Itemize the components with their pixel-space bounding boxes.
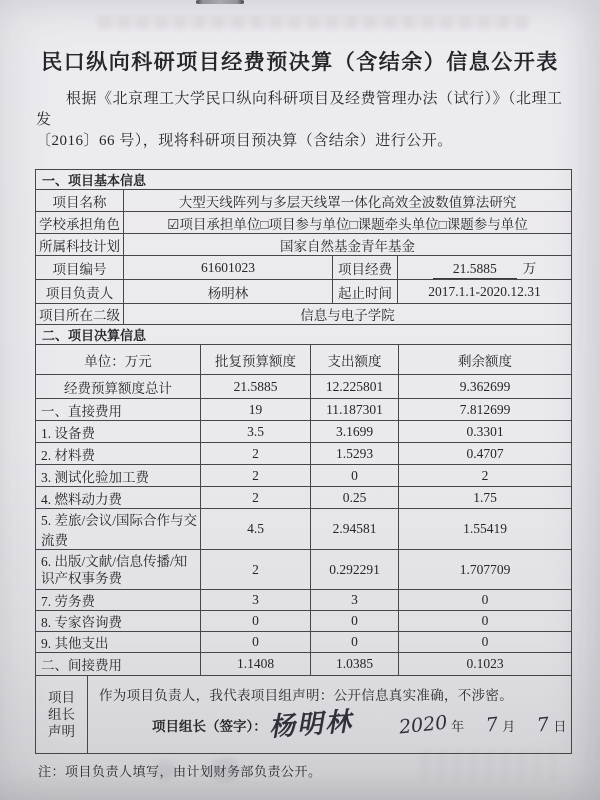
field-label-period: 起止时间 [333, 280, 398, 304]
budget-cell-approved: 19 [201, 399, 311, 421]
column-header-remaining: 剩余额度 [399, 345, 572, 375]
budget-cell-spent: 0 [311, 465, 399, 487]
budget-row-fuel-power [36, 487, 572, 509]
field-label-project-funds: 项目经费 [333, 256, 398, 280]
budget-cell-spent: 3.1699 [311, 421, 399, 443]
intro-line-2: 〔2016〕66 号），现将科研项目预决算（含结余）进行公开。 [36, 133, 453, 149]
field-label-department: 项目所在二级 [36, 304, 124, 325]
budget-cell-approved: 2 [201, 465, 311, 487]
budget-cell-approved: 3.5 [201, 421, 311, 443]
budget-cell-remaining: 1.75 [399, 487, 572, 509]
date-year: 2020 [397, 711, 449, 739]
budget-row-labor [36, 590, 572, 611]
budget-row-label: 二、间接费用 [36, 653, 201, 676]
field-value-project-number: 61601023 [124, 256, 333, 280]
intro-paragraph [36, 89, 572, 152]
budget-row-other [36, 632, 572, 653]
field-value-project-funds [398, 256, 572, 280]
field-value-leader: 杨明林 [124, 280, 333, 304]
budget-row-expert-consulting [36, 611, 572, 632]
signature-date [397, 711, 567, 739]
intro-line-1: 根据《北京理工大学民口纵向科研项目及经费管理办法（试行）》（北理工发 [36, 91, 563, 128]
budget-cell-remaining: 2 [399, 465, 572, 487]
budget-cell-remaining: 1.55419 [399, 509, 572, 550]
declaration-side-line: 项目 [48, 690, 75, 705]
budget-cell-spent: 0 [311, 632, 399, 653]
budget-cell-approved: 0 [201, 611, 311, 632]
budget-cell-approved: 2 [201, 550, 311, 590]
date-day-unit: 日 [553, 718, 567, 734]
budget-cell-spent: 3 [311, 590, 399, 611]
field-value-department: 信息与电子学院 [124, 304, 572, 325]
budget-row-direct [36, 399, 572, 421]
budget-cell-remaining: 0.3301 [399, 421, 572, 443]
budget-table [35, 324, 572, 676]
budget-cell-remaining: 9.362699 [399, 375, 572, 399]
section1-header: 一、项目基本信息 [36, 170, 572, 190]
date-month: 7 [485, 713, 500, 737]
budget-cell-remaining: 0 [399, 632, 572, 653]
budget-row-materials [36, 443, 572, 465]
bleed-through-text [98, 16, 528, 29]
budget-cell-remaining: 0.4707 [399, 443, 572, 465]
budget-row-equipment [36, 421, 572, 443]
budget-row-label: 经费预算额度总计 [36, 375, 201, 399]
budget-cell-approved: 21.5885 [201, 375, 311, 399]
budget-cell-approved: 2 [201, 487, 311, 509]
budget-cell-remaining: 0.1023 [399, 653, 572, 676]
date-month-unit: 月 [502, 718, 516, 734]
budget-cell-remaining: 1.707709 [399, 550, 572, 590]
budget-cell-approved: 3 [201, 590, 311, 611]
budget-cell-remaining: 0 [399, 590, 572, 611]
declaration-table [35, 675, 572, 754]
budget-cell-spent: 11.187301 [311, 399, 399, 421]
budget-cell-spent: 12.225801 [311, 375, 399, 399]
budget-cell-remaining: 7.812699 [399, 399, 572, 421]
field-label-program: 所属科技计划 [36, 234, 124, 256]
budget-cell-spent: 1.5293 [311, 443, 399, 465]
signature-label: 项目组长（签字）： [152, 719, 267, 734]
field-label-school-role: 学校承担角色 [36, 212, 124, 234]
column-header-unit: 单位：万元 [36, 345, 201, 375]
column-header-spent: 支出额度 [311, 345, 399, 375]
budget-cell-approved: 1.1408 [201, 653, 311, 676]
budget-row-label: 6. 出版/文献/信息传播/知识产权事务费 [36, 550, 201, 590]
declaration-side-line: 声明 [48, 724, 75, 739]
budget-row-testing [36, 465, 572, 487]
budget-cell-spent: 1.0385 [311, 653, 399, 676]
field-value-period: 2017.1.1-2020.12.31 [398, 280, 572, 304]
declaration-side-line: 组长 [48, 707, 75, 722]
declaration-content [88, 676, 572, 754]
budget-cell-spent: 0 [311, 611, 399, 632]
column-header-approved: 批复预算额度 [201, 345, 311, 375]
staple-mark [196, 0, 244, 4]
field-label-leader: 项目负责人 [36, 280, 124, 304]
budget-row-label: 2. 材料费 [36, 443, 201, 465]
budget-row-label: 9. 其他支出 [36, 632, 201, 653]
signature-line [90, 707, 569, 743]
budget-row-label: 5. 差旅/会议/国际合作与交流费 [36, 509, 201, 550]
budget-row-label: 4. 燃料动力费 [36, 487, 201, 509]
footnote: 注：项目负责人填写，由计划财务部负责公开。 [38, 764, 322, 779]
budget-row-travel-conference [36, 509, 572, 550]
field-label-project-number: 项目编号 [36, 256, 124, 280]
budget-cell-remaining: 0 [399, 611, 572, 632]
declaration-side-label [36, 676, 88, 754]
budget-cell-spent: 0.25 [311, 487, 399, 509]
leader-signature: 杨明林 [267, 707, 354, 743]
funds-unit: 万 [522, 260, 537, 276]
budget-cell-approved: 4.5 [201, 509, 311, 550]
field-value-school-role: ☑项目承担单位□项目参与单位□课题牵头单位□课题参与单位 [124, 212, 572, 234]
budget-cell-spent: 2.94581 [311, 509, 399, 550]
budget-row-indirect [36, 653, 572, 676]
budget-row-label: 7. 劳务费 [36, 590, 201, 611]
budget-row-label: 8. 专家咨询费 [36, 611, 201, 632]
budget-cell-approved: 0 [201, 632, 311, 653]
date-year-unit: 年 [451, 718, 465, 734]
budget-row-label: 一、直接费用 [36, 399, 201, 421]
field-value-program: 国家自然基金青年基金 [124, 234, 572, 256]
field-value-project-name: 大型天线阵列与多层天线罩一体化高效全波数值算法研究 [124, 190, 572, 212]
budget-row-total [36, 375, 572, 399]
field-label-project-name: 项目名称 [36, 190, 124, 212]
page-title: 民口纵向科研项目经费预决算（含结余）信息公开表 [41, 50, 559, 74]
section2-header: 二、项目决算信息 [36, 325, 572, 345]
basic-info-table [35, 169, 572, 325]
funds-amount: 21.5885 [433, 261, 517, 279]
declaration-statement: 作为项目负责人，我代表项目组声明：公开信息真实准确，不涉密。 [99, 688, 513, 703]
budget-row-label: 1. 设备费 [36, 421, 201, 443]
budget-cell-approved: 2 [201, 443, 311, 465]
date-day: 7 [536, 713, 551, 737]
budget-cell-spent: 0.292291 [311, 550, 399, 590]
budget-row-publication-ip [36, 550, 572, 590]
budget-row-label: 3. 测试化验加工费 [36, 465, 201, 487]
